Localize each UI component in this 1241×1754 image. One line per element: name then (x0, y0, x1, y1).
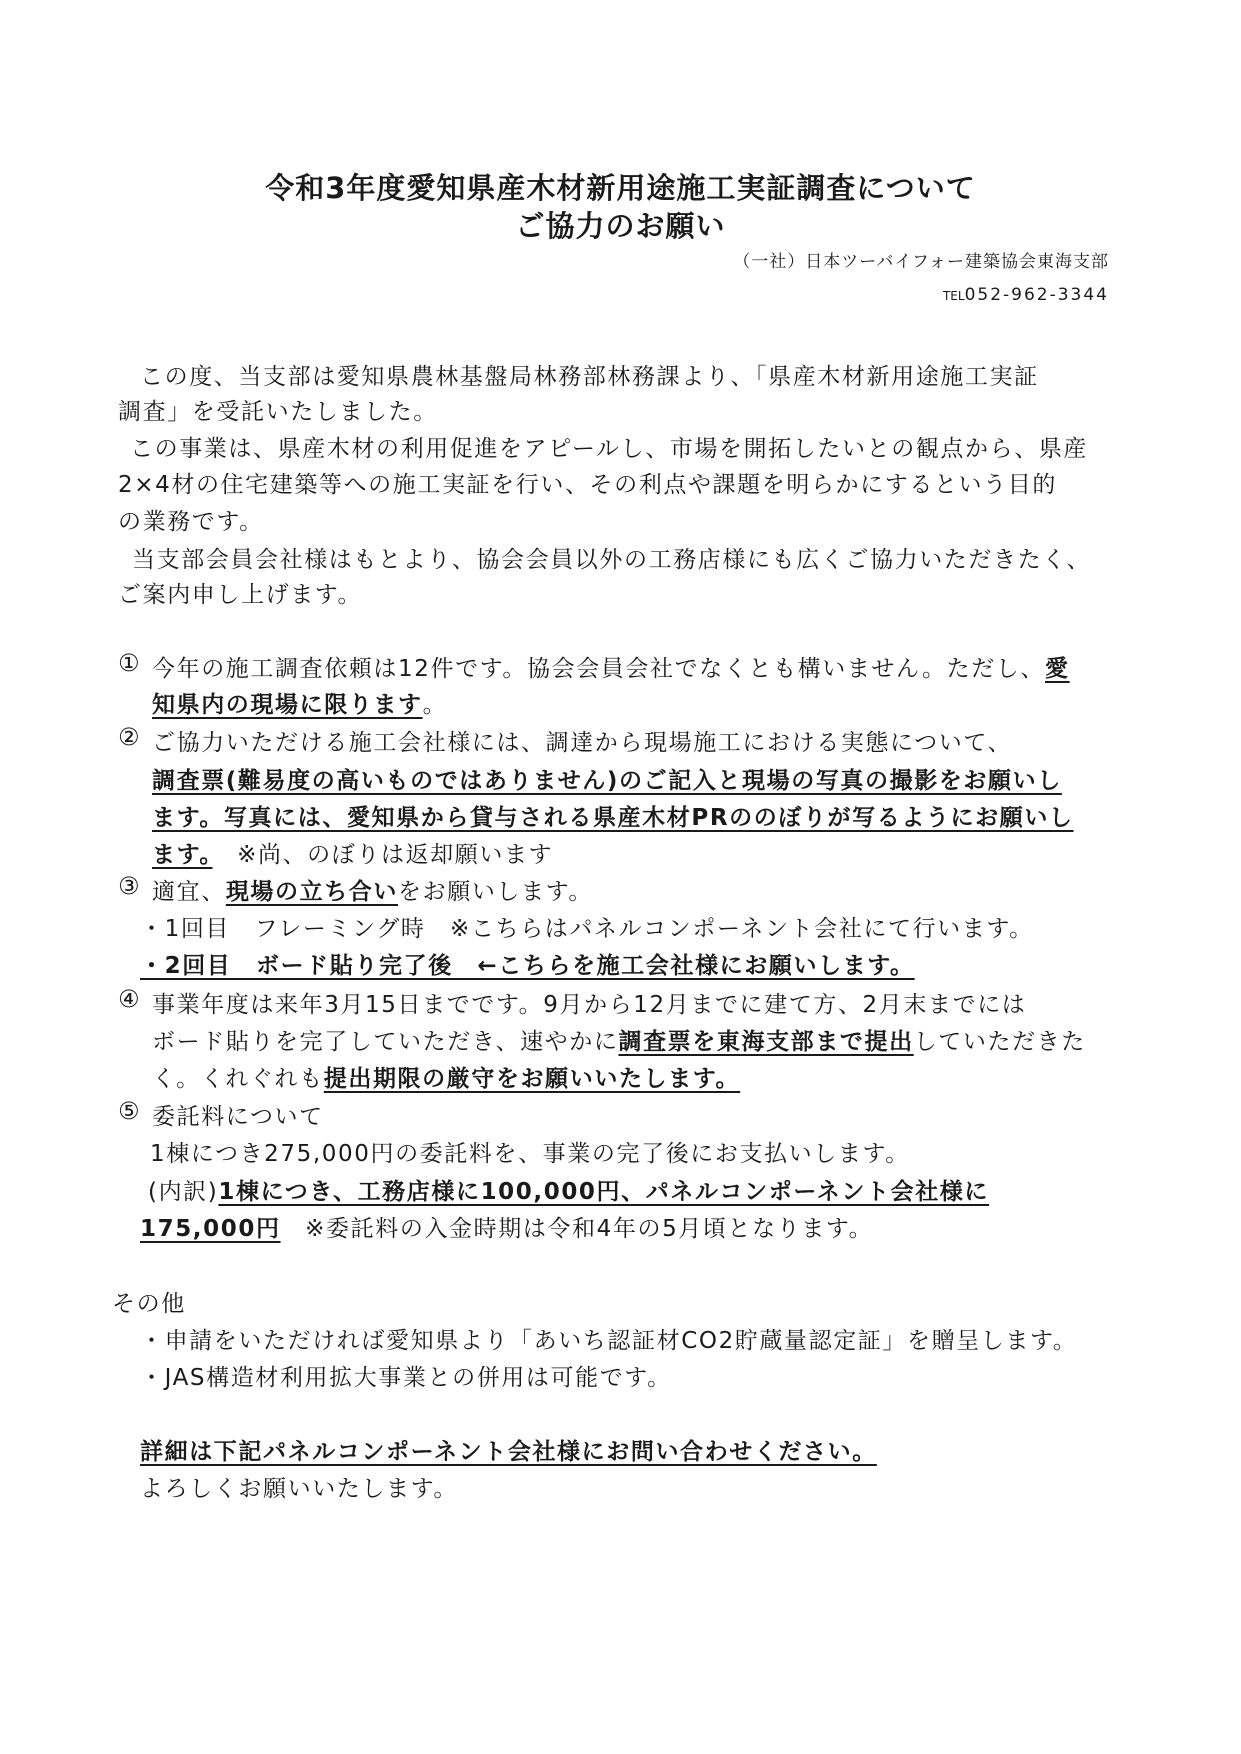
item4-marker: ④ (118, 985, 140, 1013)
document-title: 令和3年度愛知県産木材新用途施工実証調査について (265, 171, 976, 205)
item5-line1: 委託料について (152, 1104, 324, 1130)
item1-emphasis: 知県内の現場に限ります (152, 692, 423, 718)
tel-label: TEL (942, 289, 965, 303)
tel-number: 052-962-3344 (964, 285, 1109, 305)
item4-line2 (152, 1023, 1086, 1056)
item2-emphasis: ます。 (152, 842, 213, 868)
item5-line4 (140, 1210, 873, 1243)
intro-p2-line3: の業務です。 (118, 509, 264, 535)
item2-line2: 調査票(難易度の高いものではありません)のご記入と現場の写真の撮影をお願いし (152, 768, 1062, 794)
item5-breakdown: 1棟につき、工務店様に100,000円、パネルコンポーネント会社様に (218, 1179, 989, 1205)
other-bullet-2: ・JAS構造材利用拡大事業との併用は可能です。 (140, 1365, 672, 1391)
item3-text-c: をお願いします。 (398, 879, 593, 905)
intro-p3-line2: ご案内申し上げます。 (118, 582, 363, 608)
item5-line2: 1棟につき275,000円の委託料を、事業の完了後にお支払いします。 (150, 1141, 910, 1167)
other-heading: その他 (112, 1291, 186, 1317)
item1-line1 (152, 650, 1070, 683)
organization-name: （一社）日本ツーバイフォー建築協会東海支部 (733, 252, 1109, 272)
item3-marker: ③ (118, 872, 140, 900)
item2-line3: ます。写真には、愛知県から貸与される県産木材PRののぼりが写るようにお願いし (152, 805, 1074, 831)
item3-emphasis: 現場の立ち合い (225, 879, 399, 905)
item3-line1 (152, 873, 593, 906)
item4-emphasis: 調査票を東海支部まで提出 (618, 1029, 914, 1055)
intro-p3-line1: 当支部会員会社様はもとより、協会会員以外の工務店様にも広くご協力いただきたく、 (132, 547, 1091, 573)
intro-p1-line2: 調査」を受託いたしました。 (118, 399, 438, 425)
item3-text-a: 適宜、 (152, 879, 226, 905)
item5-amount: 175,000円 (140, 1216, 281, 1242)
closing-contact: 詳細は下記パネルコンポーネント会社様にお問い合わせください。 (140, 1439, 877, 1465)
item4-text-a: ボード貼りを完了していただき、速やかに (152, 1029, 619, 1055)
item4-emphasis-2: 提出期限の厳守をお願いいたします。 (323, 1066, 741, 1092)
item1-period: 。 (422, 692, 448, 718)
item1-line2 (152, 686, 447, 719)
item2-line4 (152, 836, 553, 869)
item1-text: 今年の施工調査依頼は12件です。協会会員会社でなくとも構いません。ただし、 (152, 656, 1046, 682)
document-subtitle: ご協力のお願い (515, 209, 726, 243)
item4-line1: 事業年度は来年3月15日までです。9月から12月までに建て方、2月末までには (152, 992, 1027, 1018)
closing-regards: よろしくお願いいたします。 (140, 1476, 458, 1502)
item5-line3 (148, 1173, 989, 1206)
intro-p1-line1: この度、当支部は愛知県農林基盤局林務部林務課より、「県産木材新用途施工実証 (140, 364, 1039, 390)
item4-text-c: していただきた (913, 1029, 1086, 1055)
item3-sub1: ・1回目 フレーミング時 ※こちらはパネルコンポーネント会社にて行います。 (140, 916, 1034, 942)
item3-sub2: ・2回目 ボード貼り完了後 ←こちらを施工会社様にお願いします。 (140, 953, 915, 979)
item2-marker: ② (118, 723, 140, 751)
item1-emphasis-start: 愛 (1045, 656, 1070, 682)
item1-marker: ① (118, 649, 140, 677)
item4-line3 (152, 1060, 740, 1093)
intro-p2-line1: この事業は、県産木材の利用促進をアピールし、市場を開拓したいとの観点から、県産 (130, 436, 1089, 462)
other-bullet-1: ・申請をいただければ愛知県より「あいち認証材CO2貯蔵量認定証」を贈呈します。 (140, 1328, 1078, 1354)
item4-text-d: く。くれぐれも (152, 1066, 324, 1092)
item2-line1: ご協力いただける施工会社様には、調達から現場施工における実態について、 (152, 730, 1013, 756)
item5-breakdown-label: (内訳) (148, 1179, 219, 1205)
item2-note: ※尚、のぼりは返却願います (237, 842, 554, 868)
item5-note: ※委託料の入金時期は令和4年の5月頃となります。 (305, 1216, 874, 1242)
item5-marker: ⑤ (118, 1097, 140, 1125)
telephone (943, 285, 1109, 305)
intro-p2-line2: 2×4材の住宅建築等への施工実証を行い、その利点や課題を明らかにするという目的 (118, 472, 1057, 498)
